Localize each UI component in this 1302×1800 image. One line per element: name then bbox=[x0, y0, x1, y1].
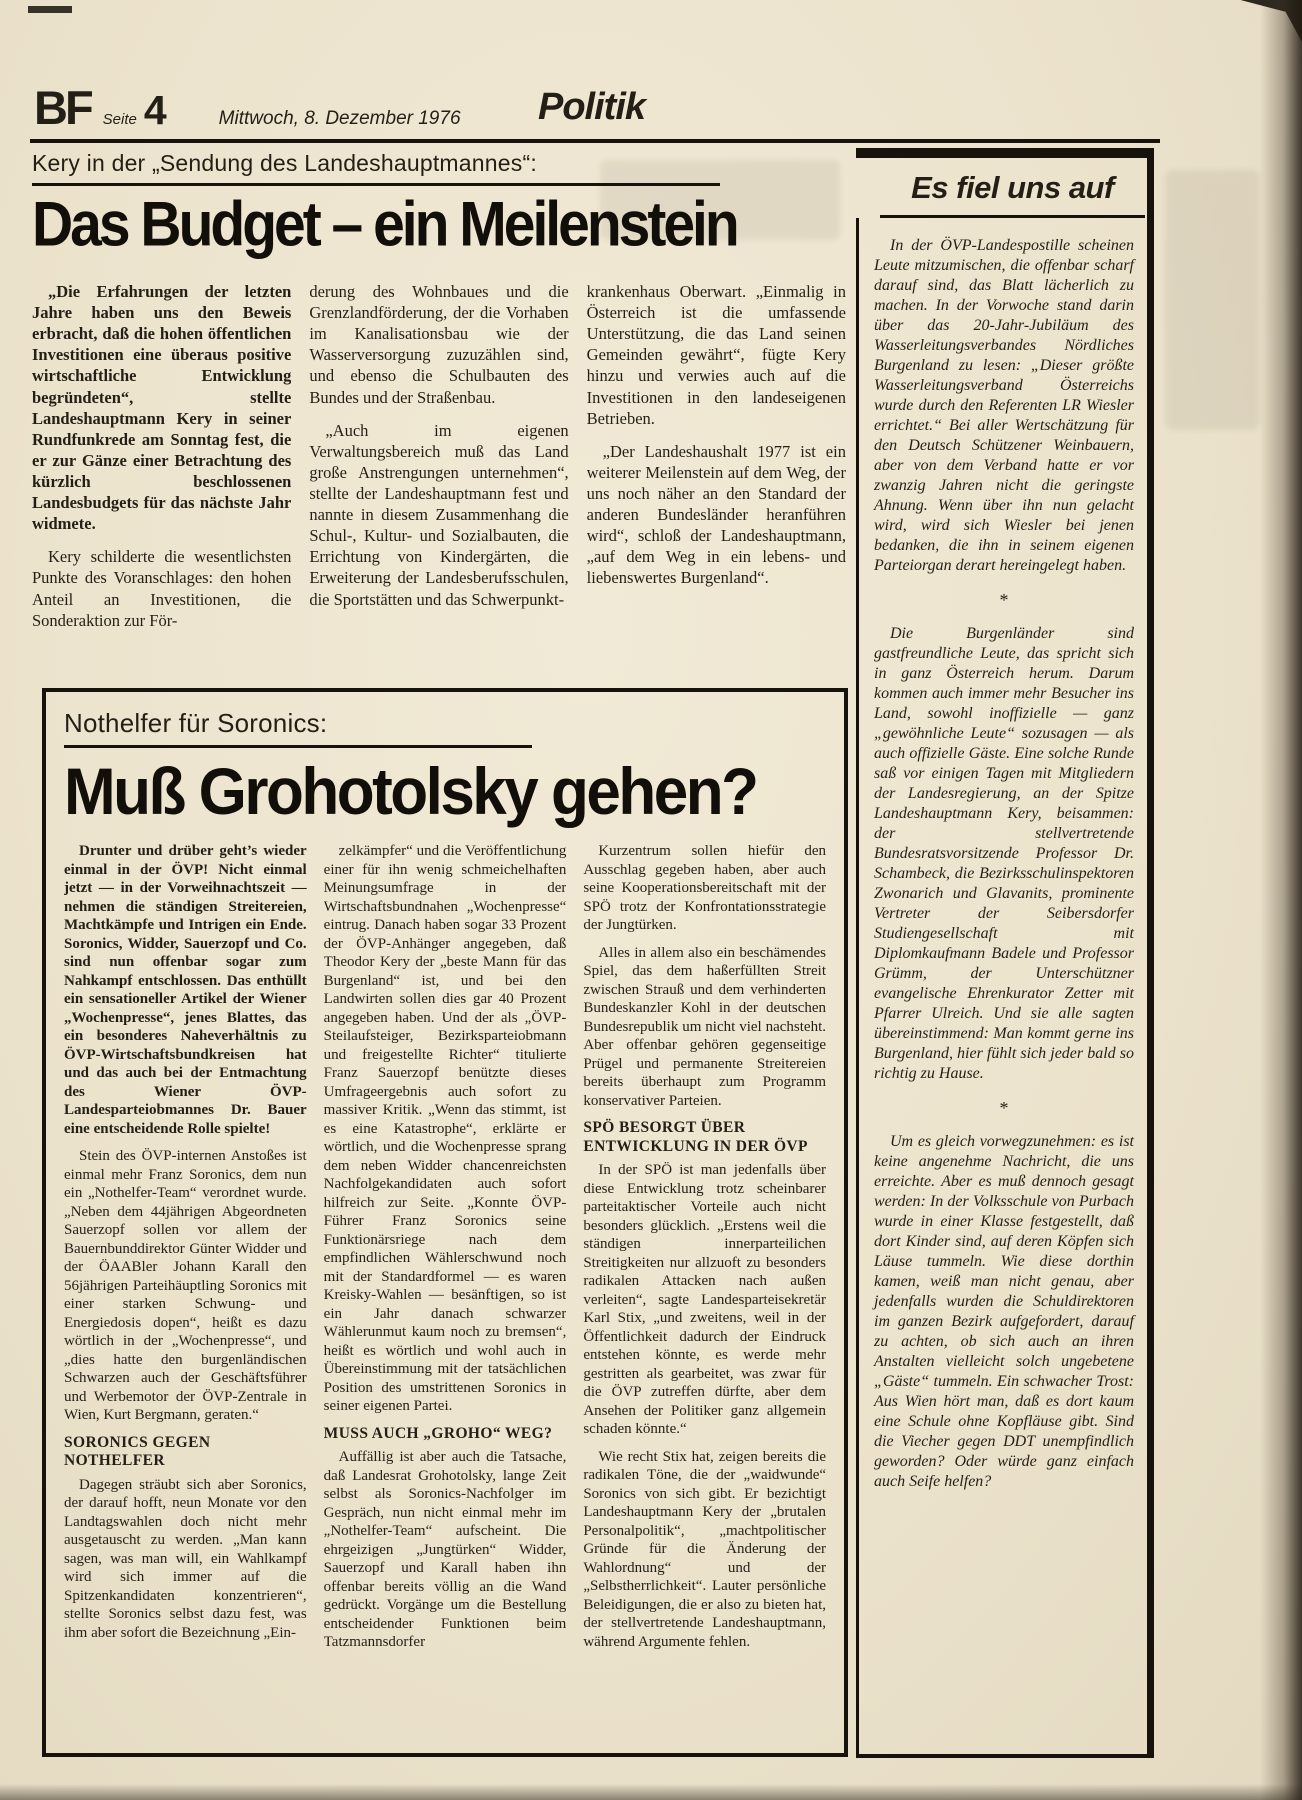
section-title: Politik bbox=[538, 86, 646, 128]
body-paragraph: „Auch im eigenen Verwaltungsbereich muß das Land große Anstrengungen unternehmen“, stellte der Landeshauptmann fest und nannte in diesem Zusammenhang die Schul-, Kultur- und Sozialbauten, die Errichtung von Kindergärten, die Erweiterung der Landesberufsschulen, die Sportstätten und das Schwerpunkt- bbox=[309, 420, 569, 609]
efa-top-bar bbox=[856, 148, 1147, 158]
scan-mark-top-left bbox=[28, 6, 72, 13]
scan-edge-bottom bbox=[0, 1784, 1302, 1800]
body-paragraph: zelkämpfer“ und die Veröffentlichung einer für ihn wenig schmeichelhaften Meinungsumfrage in der Wirtschaftsbundnahen „Wochenpresse“ eintrug. Danach haben sogar 33 Prozent der ÖVP-Anhänger angegeben, daß Theodor Kery der „beste Mann für das Burgenland“ ist, und bei den Landwirten sollen dies gar 40 Prozent angegeben haben. Und der als „ÖVP-Steilaufsteiger, Bezirksparteiobmann und freigestellte Richter“ titulierte Franz Sauerzopf benützte dieses Umfrageergebnis auch sofort zu massiver Kritik. „Wenn das stimmt, ist es eine Katastrophe“, erklärte er wörtlich, und die Wochenpresse sprang dem neben Widder chancenreichsten Nachfolgekandidaten auch sofort hilfreich zur Seite. „Konnte ÖVP-Führer Franz Soronics seine Funktionärsriege nach dem empfindlichen Wählerschwund noch mit der Standardformel — es waren Kreisky-Wahlen — besänftigen, so ist ein Jahr danach schwarzer Wählerunmut kaum noch zu bremsen“, heißt es wörtlich und wohl auch in Übereinstimmung mit der tatsächlichen Position des umstrittenen Soronics in seiner eigenen Partei. bbox=[323, 843, 567, 1414]
star-separator: * bbox=[999, 590, 1009, 610]
budget-article bbox=[32, 150, 846, 673]
header-rule bbox=[30, 139, 1160, 143]
masthead-date: Mittwoch, 8. Dezember 1976 bbox=[218, 108, 461, 129]
es-fiel-uns-auf-box bbox=[856, 148, 1154, 1758]
grohotolsky-headline: Muß Grohotolsky gehen? bbox=[64, 755, 757, 829]
budget-column-1 bbox=[32, 281, 291, 673]
body-paragraph: „Der Landeshaushalt 1977 ist ein weiterer Meilenstein auf dem Weg, der uns noch näher an den Standard der anderen Bundesländer heranführen wird“, schloß der Landeshauptmann, „auf dem Weg in ein lebens- und liebenswertes Burgenland“. bbox=[586, 441, 846, 588]
body-paragraph: Die Burgenländer sind gastfreundliche Leute, das spricht sich in ganz Österreich herum. Darum kommen auch immer mehr Besucher ins Land, sowohl inoffizielle — ganz „gewöhnliche Leute“ sozusagen — als auch offizielle Gäste. Eine solche Runde saß vor einigen Tagen mit Mitgliedern der Landesregierung, an der Spitze Landeshauptmann Kery, beisammen: der stellvertretende Bundesratsvorsitzende Professor Dr. Schambeck, die Bezirksschulinspektoren Zwonarich und Glavanits, prominente Vertreter der Seibersdorfer Studiengesellschaft mit Diplomkaufmann Badele und Professor Grümm, der Unterschützner evangelische Ehrenkurator Zetter mit Pfarrer Ulreich. Und sie alle sagten übereinstimmend: Man kommt gerne ins Burgenland, hier fühlt sich jeder bald so richtig zu Hause. bbox=[874, 625, 1134, 1082]
body-paragraph: „Die Erfahrungen der letzten Jahre haben uns den Beweis erbracht, daß die hohen öffentlichen Investitionen eine überaus positive wirtschaftliche Entwicklung begründeten“, stellte Landeshauptmann Kery in seiner Rundfunkrede am Sonntag fest, die er zur Gänze einer Betrachtung des kürzlich beschlossenen Landesbudgets für das nächste Jahr widmete. bbox=[32, 282, 292, 534]
grohotolsky-kicker-rule bbox=[64, 745, 532, 748]
body-paragraph: In der SPÖ ist man jedenfalls über diese Entwicklung trotz scheinbarer parteitaktischer Vorteile auch nicht besonders glücklich. „Erstens weil die ständigen innerparteilichen Streitigkeiten nur allzuoft zu besonders radikalen Attacken nach außen verleiten“, sagte Landesparteisekretär Karl Stix, „und zweitens, weil in der Öffentlichkeit dadurch der Eindruck entstehen könnte, es werde mehr gestritten als gearbeitet, was zwar für die ÖVP zutreffen dürfte, aber dem Ansehen der Politiker ganz allgemein schaden könnte.“ bbox=[583, 1162, 826, 1438]
budget-kicker-rule bbox=[32, 183, 720, 186]
body-paragraph: Dagegen sträubt sich aber Soronics, der darauf hofft, neun Monate vor den Landtagswahlen doch nicht mehr ausgetauscht zu werden. „Man kann sagen, was man will, ein Wahlkampf wird sich immer auf die Spitzenkandidaten konzentrieren“, stellte Soronics selbst dazu fest, was ihm aber sofort die Bezeichnung „Ein- bbox=[64, 1476, 307, 1641]
body-paragraph: Kurzentrum sollen hiefür den Ausschlag gegeben haben, aber auch seine Kooperationsbereitschaft mit der SPÖ trotz der Konfrontationsstrategie der Jungtürken. bbox=[583, 843, 826, 933]
star-separator: * bbox=[999, 1098, 1009, 1118]
scan-edge-right bbox=[1260, 0, 1302, 1800]
body-paragraph: In der ÖVP-Landespostille scheinen Leute mitzumischen, die offenbar scharf darauf sind, das Blatt lächerlich zu machen. In der Vorwoche stand darin über das 20-Jahr-Jubiläum des Wasserleitungsverbandes Nördliches Burgenland zu lesen: „Dieser größte Wasserleitungsverband Österreichs wurde durch den Referenten LR Wiesler errichtet.“ Bei aller Wertschätzung für den Deutsch Schützener Weinbauern, aber von dem Verband hatte er vor zwanzig Jahren nicht die geringste Ahnung. Wenn über ihn nun gelacht wird, wird sich Wiesler bei jenen bedanken, die ihn in seinem eigenen Parteiorgan derart hereingelegt haben. bbox=[874, 237, 1134, 574]
grohotolsky-columns bbox=[64, 842, 826, 1732]
body-paragraph: Kery schilderte die wesentlichsten Punkte des Voranschlages: den hohen Anteil an Investitionen, die Sonderaktion zur För- bbox=[32, 547, 292, 630]
body-paragraph: Stein des ÖVP-internen Anstoßes ist einmal mehr Franz Soronics, dem nun ein „Nothelfer-Team“ verordnet wurde. „Neben dem 44jährigen Abgeordneten Sauerzopf sollen vor allem der Bauernbunddirektor Günter Widder und der ÖAABler Johann Karall den 56jährigen Parteihäuptling Soronics mit einer starken Schwung- und Energiedosis dopen“, heißt es dazu wörtlich in der „Wochenpresse“, und „dies hatte den burgenländischen Schwarzen auch der Geschäftsführer und Werbemotor der ÖVP-Zentrale in Wien, Kurt Bergmann, geraten.“ bbox=[64, 1148, 307, 1423]
budget-columns bbox=[32, 281, 846, 673]
body-paragraph: Um es gleich vorwegzunehmen: es ist keine angenehme Nachricht, die uns erreichte. Aber es muß dennoch gesagt werden: In der Volksschule von Purbach wurde in einer Klasse festgestellt, daß dort Kinder sind, auf deren Köpfen sich Läuse tummeln. Wie diese dorthin kamen, weiß man nicht genau, aber jedenfalls wurden die Schuldirektoren im ganzen Bezirk aufgefordert, darauf zu achten, ob sich auch an ihren Anstalten vielleicht solch ungebetene „Gäste“ tummeln. Ein schwacher Trost: Aus Wien hört man, daß es dort kaum eine Schule ohne Kopfläuse gibt. Sind die Viecher gegen DDT unempfindlich geworden? Oder würde ganz einfach auch Seife helfen? bbox=[874, 1133, 1134, 1490]
subhead-spoe-besorgt: SPÖ BESORGT ÜBER ENTWICKLUNG IN DER ÖVP bbox=[583, 1119, 808, 1155]
budget-kicker: Kery in der „Sendung des Landeshauptmannes“: bbox=[32, 150, 537, 176]
body-paragraph: Wie recht Stix hat, zeigen bereits die radikalen Töne, die der „waidwunde“ Soronics von sich gibt. Er bezichtigt Landeshauptmann Kery der „brutalen Personalpolitik“, „machtpolitischer Gründe für die Änderung der Wahlordnung“ und der „Selbstherrlichkeit“. Lauter persönliche Beleidigungen, die er also zu bieten hat, der stellvertretende Landeshauptmann, während Argumente fehlen. bbox=[583, 1448, 826, 1650]
body-paragraph: Drunter und drüber geht’s wieder einmal in der ÖVP! Nicht einmal jetzt — in der Vorweihnachtszeit — nehmen die ständigen Streitereien, Machtkämpfe und Intrigen ein Ende. Soronics, Widder, Sauerzopf und Co. sind nun offenbar sogar zum Nahkampf entschlossen. Das enthüllt ein sensationeller Artikel der Wiener „Wochenpresse“, jenes Blattes, das ein besonderes Naheverhältnis zu ÖVP-Wirtschaftsbundkreisen hat und das auch bei der Entmachtung des Wiener ÖVP-Landesparteiobmannes Dr. Bauer eine entscheidende Rolle spielte! bbox=[64, 843, 307, 1137]
masthead-logo: BF bbox=[34, 81, 91, 134]
grohotolsky-column-1 bbox=[64, 842, 307, 1732]
budget-column-2 bbox=[309, 281, 568, 673]
budget-column-3 bbox=[587, 281, 846, 673]
grohotolsky-kicker: Nothelfer für Soronics: bbox=[64, 708, 328, 738]
budget-headline: Das Budget – ein Meilenstein bbox=[32, 189, 737, 260]
page-number-label: Seite bbox=[102, 111, 137, 128]
grohotolsky-column-2 bbox=[324, 842, 567, 1732]
body-paragraph: Alles in allem also ein beschämendes Spiel, das dem haßerfüllten Streit zwischen Strauß und dem verhinderten Bundeskanzler Kohl in der deutschen Bundesrepublik um nicht viel nachsteht. Aber offenbar gehören gegenseitige Prügel und permanente Streitereien bereits überhaupt zum Programm konservativer Parteien. bbox=[583, 944, 826, 1109]
efa-title: Es fiel uns auf bbox=[911, 170, 1114, 205]
body-paragraph: Auffällig ist aber auch die Tatsache, daß Landesrat Grohotolsky, lange Zeit selbst als Soronics-Nachfolger im Gespräch, nun nicht einmal mehr im „Nothelfer-Team“ aufscheint. Die ehrgeizigen „Jungtürken“ Widder, Sauerzopf und Karall haben ihn offenbar bereits völlig an die Wand gedrückt. Vorgänge um die Bestellung entscheidender Funktionen beim Tatzmannsdorfer bbox=[323, 1449, 567, 1651]
efa-body bbox=[856, 218, 1147, 1754]
body-paragraph: krankenhaus Oberwart. „Einmalig in Österreich ist die umfassende Unterstützung, die das Land seinen Gemeinden gewährt“, fügte Kery hinzu und verwies auch auf die Investitionen in den landeseigenen Betrieben. bbox=[586, 282, 846, 428]
body-paragraph: derung des Wohnbaues und die Grenzlandförderung, der die Vorhaben im Kanalisationsbau wie der Wasserversorgung zuzuzählen sind, und ebenso die Schulbauten des Bundes und der Straßenbau. bbox=[309, 282, 569, 407]
grohotolsky-article-box bbox=[42, 688, 848, 1757]
masthead bbox=[34, 81, 461, 134]
ink-showthrough bbox=[1165, 170, 1260, 430]
grohotolsky-column-3 bbox=[583, 842, 826, 1732]
page-number: 4 bbox=[143, 87, 167, 133]
subhead-soronics-gegen-nothelfer: SORONICS GEGEN NOTHELFER bbox=[64, 1433, 211, 1470]
subhead-muss-auch-groho-weg: MUSS AUCH „GROHO“ WEG? bbox=[323, 1424, 553, 1442]
